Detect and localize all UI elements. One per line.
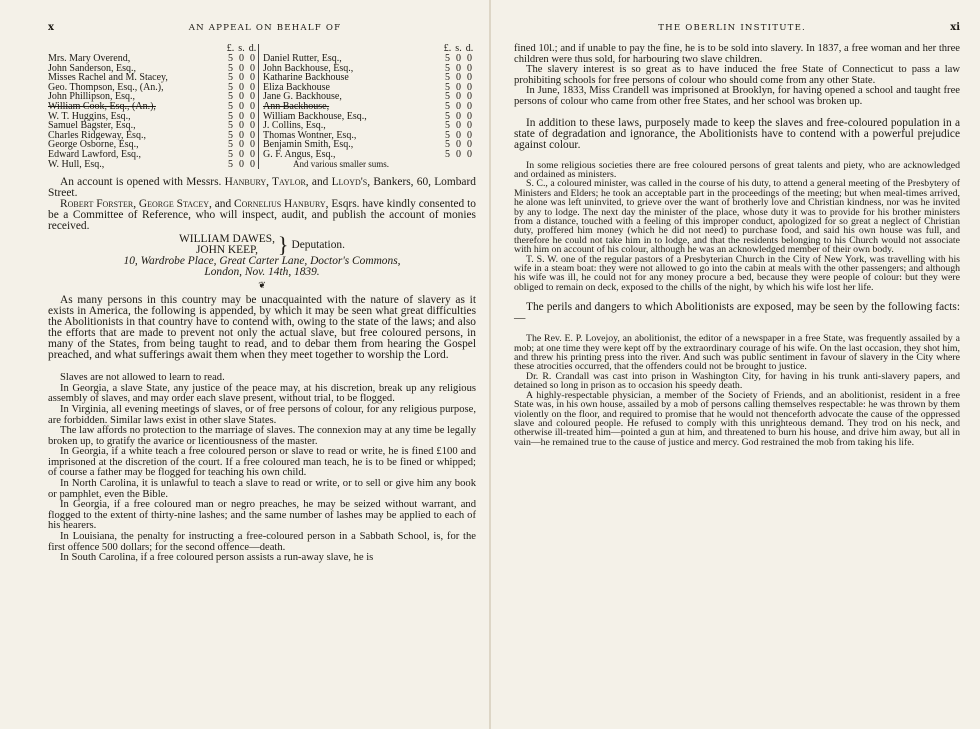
committee-names: Robert Forster, George Stacey,: [60, 198, 212, 211]
subscriber-name: Mrs. Mary Overend,: [48, 54, 131, 64]
subscriber-name: Geo. Thompson, Esq., (An.),: [48, 82, 164, 93]
subscriber-amount-l: 5: [228, 139, 233, 151]
subscriber-name: Charles Ridgeway, Esq.,: [48, 130, 146, 141]
subscriber-amount-d: 0: [250, 148, 255, 160]
right-page: [490, 0, 980, 729]
subscriber-amount-d: 0: [250, 100, 255, 112]
subscriber-amount-l: 5: [228, 53, 233, 64]
subscriber-amount-l: 5: [445, 139, 450, 151]
subscriber-row: [263, 102, 475, 112]
right-page-number: xi: [950, 22, 960, 33]
subscriber-amount-d: 0: [467, 120, 472, 132]
subscriber-name: Thomas Wontner, Esq.,: [263, 130, 357, 141]
subscriber-row: [263, 140, 475, 150]
subscriber-name: W. Hull, Esq.,: [48, 159, 105, 170]
subscriber-name: Benjamin Smith, Esq.,: [263, 140, 354, 150]
deputation-signature: [48, 234, 476, 256]
subscriber-name: George Osborne, Esq.,: [48, 140, 139, 150]
subscriber-amount-l: 5: [228, 72, 233, 84]
subscriber-amount-d: 0: [250, 62, 255, 74]
account-banks: Hanbury, Taylor,: [224, 176, 309, 189]
subscriber-amount-d: 0: [250, 72, 255, 84]
shillings-header: s.: [238, 43, 245, 54]
subscriber-name: G. F. Angus, Esq.,: [263, 149, 336, 160]
lovejoy-paragraph: The Rev. E. P. Lovejoy, an abolitionist, the editor of a newspaper in a free State, was frequently assailed by a mob; at one time they were kept off by the extraordinary courage of his wife. On the last occasion, they shot him, and threw his printing press into the river. And such was public sentiment in favour of slavery in the City where these atrocities occurred, that the offenders could not be brought to justice.: [514, 333, 960, 373]
subscriber-amount-s: 0: [239, 129, 244, 141]
subscriber-amount-l: 5: [445, 110, 450, 122]
subscriber-amount-l: 5: [445, 129, 450, 141]
subscriber-amount-d: 0: [250, 139, 255, 151]
subscriber-amount-s: 0: [239, 100, 244, 112]
ornament-icon: ❦: [258, 281, 266, 292]
subscriber-amount-l: 5: [445, 91, 450, 103]
subscriber-row: [263, 112, 475, 122]
subscriber-row: [263, 64, 475, 74]
law-paragraph: In North Carolina, it is unlawful to teach a slave to read or write, or to sell or give him any book or pamphlet, even the Bible.: [48, 478, 476, 500]
subscriber-row: [48, 54, 258, 64]
subscriber-amount-l: 5: [445, 72, 450, 84]
committee-text: Esqrs. have kindly consented to be a Committee of Reference, who will inspect, audit, and publish the account of monies received.: [48, 198, 476, 233]
law-paragraph: In Georgia, a slave State, any justice of the peace may, at his discretion, break up any religious assembly of slaves, and may order each slave present, without trial, to be flogged.: [48, 382, 476, 405]
physician-paragraph: A highly-respectable physician, a member of the Society of Friends, and an abolitionist, resident in a free State was, in his own house, assailed by a mob of persons calling themselves respectable: he was thrown by them violently on the floor, and required to promise that he would not thenceforth advocate the cause of the oppressed slave and coloured people. He refused to comply with this unrighteous demand. They trod on his neck, and otherwise ill-treated him—pointed a gun at him, and threatened to burn his house, and drive him away, but all in vain—he remained true to the cause of justice and mercy. God restrained the mob from taking his life.: [514, 389, 960, 448]
subscriber-amount-l: 5: [228, 129, 233, 141]
subscriber-row: [48, 131, 258, 141]
law-paragraph: In Georgia, if a white teach a free coloured person or slave to read or write, he is fined £100 and imprisoned at the discretion of the court. If a free coloured man teach, he is to be fined or whipped; of course a father may be flogged for teaching his own child.: [48, 446, 476, 479]
subscriber-row: [263, 54, 475, 64]
subscriber-amount-s: 0: [456, 81, 461, 93]
left-running-head: [48, 22, 476, 36]
subscriber-amount-l: 5: [445, 53, 450, 64]
subscriber-name: John Sanderson, Esq.,: [48, 63, 137, 74]
address-line: 10, Wardrobe Place, Great Carter Lane, Doctor's Commons,: [123, 255, 401, 268]
societies-paragraph: In some religious societies there are free coloured persons of great talents and piety, who are acknowledged and ordained as ministers.: [514, 159, 960, 180]
subscriber-amount-d: 0: [467, 139, 472, 151]
smaller-sums-note: And various smaller sums.: [293, 158, 389, 169]
subscriber-amount-d: 0: [467, 72, 472, 84]
committee-paragraph: [48, 199, 476, 232]
subscriber-amount-s: 0: [239, 72, 244, 84]
subscriber-amount-s: 0: [239, 120, 244, 132]
subscriber-amount-l: 5: [228, 110, 233, 122]
continuation-paragraph: fined 10l.; and if unable to pay the fine, he is to be sold into slavery. In 1837, a free woman and her three children were thus sold, for harbouring two slave children.: [514, 43, 960, 65]
subscriber-row: [48, 83, 258, 93]
addition-paragraph: In addition to these laws, purposely made to keep the slaves and free-coloured population in a state of degradation and ignorance, the Abolitionists have to contend with a powerful prejudice against colour.: [514, 116, 960, 151]
law-paragraph: In Virginia, all evening meetings of slaves, or of free persons of colour, for any religious purpose, are forbidden. Similar laws exist in other slave States.: [48, 403, 476, 426]
currency-header: [48, 44, 258, 54]
deputation-name-dawes: WILLIAM DAWES,: [179, 233, 275, 246]
law-paragraph: The law affords no protection to the marriage of slaves. The connexion may at any time be legally broken up, to gratify the avarice or licentiousness of the master.: [48, 425, 476, 447]
subscriber-amount-l: 5: [228, 91, 233, 103]
subscription-column-left: [48, 44, 258, 169]
subscriber-amount-l: 5: [228, 120, 233, 132]
subscriber-amount-s: 0: [456, 72, 461, 84]
subscriber-amount-d: 0: [467, 148, 472, 160]
deputation-label: Deputation.: [291, 238, 345, 251]
subscriber-name: Daniel Rutter, Esq.,: [263, 54, 342, 64]
brace-glyph: }: [277, 232, 289, 258]
law-paragraph: In Louisiana, the penalty for instructing a free-coloured person in a Sabbath School, is, for the first offence 500 dollars; for the second offence—death.: [48, 531, 476, 553]
subscriber-amount-s: 0: [456, 139, 461, 151]
tsw-paragraph: T. S. W. one of the regular pastors of a Presbyterian Church in the City of New York, was travelling with his wife in a steam boat: they were not allowed to go into the cabin at meals with the other passengers; and although his wife was ill, he could not for any money procure a bed, because they were people of colour: but they were obliged to remain on deck, exposed to the chills of the night, by which his wife lost her life.: [514, 253, 960, 293]
right-running-title: THE OBERLIN INSTITUTE.: [658, 23, 806, 33]
subscription-list: [48, 44, 476, 169]
subscriber-amount-d: 0: [467, 110, 472, 122]
subscriber-amount-l: 5: [228, 148, 233, 160]
law-paragraph: Slaves are not allowed to learn to read.: [60, 372, 225, 384]
committee-hanbury: Cornelius Hanbury,: [234, 198, 329, 211]
subscriber-row: [263, 121, 475, 131]
right-running-head: [514, 22, 960, 36]
subscriber-row: [48, 150, 258, 160]
committee-and: and: [214, 198, 232, 211]
subscriber-amount-l: 5: [445, 81, 450, 93]
subscriber-row: [48, 140, 258, 150]
subscriber-amount-l: 5: [445, 62, 450, 74]
subscription-column-right: [258, 44, 475, 169]
subscriber-amount-l: 5: [228, 62, 233, 74]
sc-minister-paragraph: S. C., a coloured minister, was called in the course of his duty, to attend a general meeting of the Presbytery of Ministers and Elders; he took an acceptable part in the proceedings of the meeting; but when meal-times arrived, he alone was left uninvited, to grieve over the want of brotherly love and Christian kindness, nor was he invited by any to lodge. The next day the minister of the place, whose duty it was to provide for his brother ministers from a distance, touched with a feeling of this improper conduct, apologized for so great a neglect of Christian duty, proffered him money (which he did not need) to purchase food, and said his own house was full, and therefore he could not take him in to lodge, and that the residents belonging to his Church would not associate with him on account of his colour, although he was an acknowledged member of their own body.: [514, 178, 960, 256]
subscriber-name: Eliza Backhouse: [263, 82, 330, 93]
subscriber-amount-d: 0: [250, 91, 255, 103]
subscriber-amount-d: 0: [467, 129, 472, 141]
subscriber-amount-s: 0: [456, 53, 461, 64]
currency-header-right: [263, 44, 475, 54]
subscriber-amount-s: 0: [239, 91, 244, 103]
subscriber-amount-l: 5: [228, 81, 233, 93]
subscriber-amount-d: 0: [250, 120, 255, 132]
subscriber-amount-s: 0: [456, 62, 461, 74]
subscriber-amount-s: 0: [239, 139, 244, 151]
subscriber-row: [48, 160, 258, 170]
account-pre: An account is opened with Messrs.: [60, 176, 222, 189]
subscriber-name: William Backhouse, Esq.,: [263, 111, 367, 122]
subscriber-name: W. T. Huggins, Esq.,: [48, 111, 131, 122]
left-page-number: x: [48, 22, 54, 33]
subscriber-amount-d: 0: [467, 81, 472, 93]
subscriber-amount-d: 0: [250, 81, 255, 93]
subscriber-amount-l: 5: [228, 100, 233, 112]
subscriber-amount-d: 0: [250, 53, 255, 64]
subscriber-name: Misses Rachel and M. Stacey,: [48, 73, 168, 83]
subscriber-name: J. Collins, Esq.,: [263, 121, 326, 131]
subscriber-row: [263, 131, 475, 141]
laws-list: [48, 373, 476, 564]
subscriber-amount-d: 0: [250, 129, 255, 141]
subscriber-amount-d: 0: [250, 158, 255, 170]
left-running-title: AN APPEAL ON BEHALF OF: [188, 23, 342, 33]
subscriber-amount-d: 0: [250, 110, 255, 122]
connecticut-paragraph: The slavery interest is so great as to have induced the free State of Connecticut to pass a law prohibiting schools for free persons of colour who should come from any other State.: [514, 64, 960, 86]
pounds-header: £.: [443, 43, 452, 54]
subscriber-row: [263, 92, 475, 102]
subscriber-row: [263, 73, 475, 83]
subscriber-amount-s: 0: [239, 158, 244, 170]
subscriber-row: [48, 92, 258, 102]
subscriber-amount-s: 0: [456, 129, 461, 141]
subscriber-amount-s: 0: [239, 53, 244, 64]
subscriber-amount-s: 0: [456, 110, 461, 122]
subscriber-amount-l: 5: [445, 120, 450, 132]
pence-header: d.: [248, 43, 257, 54]
subscriber-amount-s: 0: [239, 62, 244, 74]
shillings-header: s.: [455, 43, 462, 54]
subscriber-amount-s: 0: [239, 148, 244, 160]
date-line: London, Nov. 14th, 1839.: [204, 266, 320, 279]
deputation-name-keep: JOHN KEEP,: [195, 244, 258, 257]
account-paragraph: [48, 177, 476, 199]
subscriber-name: John Backhouse, Esq.,: [263, 63, 354, 74]
pence-header: d.: [465, 43, 474, 54]
subscriber-name: Edward Lawford, Esq.,: [48, 149, 142, 160]
subscriber-row: [48, 112, 258, 122]
subscriber-amount-d: 0: [467, 100, 472, 112]
law-paragraph: In Georgia, if a free coloured man or negro preaches, he may be seized without warrant, and flogged to the extent of thirty-nine lashes; and the same number of lashes may be applied to each of his hearers.: [48, 499, 476, 532]
subscriber-amount-s: 0: [239, 110, 244, 122]
subscriber-amount-s: 0: [456, 120, 461, 132]
subscriber-name: Samuel Bagster, Esq.,: [48, 121, 136, 131]
subscriber-name: Ann Backhouse,: [263, 101, 330, 112]
subscriber-amount-d: 0: [467, 91, 472, 103]
subscriber-name: William Cook, Esq., (An.),: [48, 101, 156, 112]
subscriber-name: Katharine Backhouse: [263, 73, 349, 83]
crandall-dr-paragraph: Dr. R. Crandall was cast into prison in Washington City, for having in his trunk anti-slavery papers, and detained so long in prison as to occasion his speedy death.: [514, 370, 960, 392]
subscriber-name: John Phillipson, Esq.,: [48, 92, 135, 102]
subscriber-amount-d: 0: [467, 53, 472, 64]
subscriber-amount-d: 0: [467, 62, 472, 74]
subscriber-row: [48, 121, 258, 131]
subscriber-amount-s: 0: [456, 100, 461, 112]
subscriber-row: [48, 102, 258, 112]
pounds-header: £.: [226, 43, 235, 54]
subscriber-amount-l: 5: [228, 158, 233, 170]
subscriber-amount-s: 0: [456, 91, 461, 103]
subscriber-amount-l: 5: [445, 148, 450, 160]
subscriber-amount-s: 0: [456, 148, 461, 160]
account-post: Bankers, 60, Lombard Street.: [48, 176, 476, 200]
subscriber-row: [48, 64, 258, 74]
account-lloyds: Lloyd's,: [331, 176, 371, 189]
subscriber-row: [263, 83, 475, 93]
law-paragraph: In South Carolina, if a free coloured person assists a run-away slave, he is: [60, 552, 374, 564]
subscriber-amount-l: 5: [445, 100, 450, 112]
account-and: and: [311, 176, 329, 189]
subscriber-amount-s: 0: [239, 81, 244, 93]
intro-paragraph: As many persons in this country may be unacquainted with the nature of slavery as it exists in America, the following is appended, by which it may be seen what great difficulties the Abolitionists in that country have to contend with, owing to the state of the laws; and also the efforts that are made to prevent not only the actual slave, but free coloured persons, in many of the States, from being taught to read, and to debar them from hearing the Gospel preached, and what sufferings await them when they meet together to worship the Lord.: [48, 294, 476, 362]
subscriber-name: Jane G. Backhouse,: [263, 92, 342, 102]
perils-paragraph: The perils and dangers to which Abolitionists are exposed, may be seen by the following facts:—: [514, 301, 960, 325]
crandell-paragraph: In June, 1833, Miss Crandell was imprisoned at Brooklyn, for having opened a school and taught free persons of colour who came from other free States, and her school was broken up.: [514, 85, 960, 107]
subscriber-row: [48, 73, 258, 83]
